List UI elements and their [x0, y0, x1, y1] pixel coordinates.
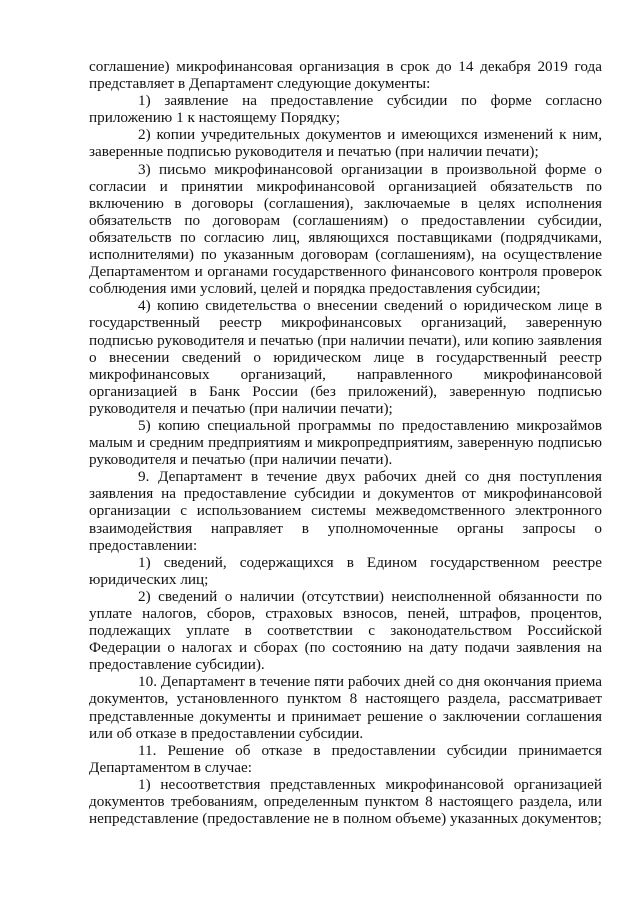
paragraph: 1) несоответствия представленных микрофинансовой организацией документов требованиям, определенным пунктом 8 настоящего раздела, или непредставление (предоставление не в полном объеме) указанных документов;	[89, 775, 602, 828]
paragraph: 2) сведений о наличии (отсутствии) неисполненной обязанности по уплате налогов, сборов, страховых взносов, пеней, штрафов, процентов, подлежащих уплате в соответствии с законодательством Российской Федерации о налогах и сборах (по состоянию на дату подачи заявления на предоставление субсидии).	[89, 587, 602, 674]
paragraph: 1) заявление на предоставление субсидии по форме согласно приложению 1 к настоящему Порядку;	[89, 92, 602, 127]
paragraph: 5) копию специальной программы по предоставлению микрозаймов малым и средним предприятиям и микропредприятиям, заверенную подписью руководителя и печатью (при наличии печати).	[89, 416, 602, 469]
paragraph: 4) копию свидетельства о внесении сведений о юридическом лице в государственный реестр микрофинансовых организаций, заверенную подписью руководителя и печатью (при наличии печати), или копию заявления о внесении сведений о юридическом лице в государственный реестр микрофинансовых организаций, направленного микрофинансовой организацией в Банк России (без приложений), заверенную подписью руководителя и печатью (при наличии печати);	[89, 297, 602, 417]
paragraph: 11. Решение об отказе в предоставлении субсидии принимается Департаментом в случае:	[89, 741, 602, 776]
paragraph: 3) письмо микрофинансовой организации в произвольной форме о согласии и принятии микрофинансовой организацией обязательств по включению в договоры (соглашения), заключаемые в целях исполнения обязательств по договорам (соглашениям) о предоставлении субсидии, обязательств по согласию лиц, являющихся поставщиками (подрядчиками, исполнителями) по указанным договорам (соглашениям), на осуществление Департаментом и органами государственного финансового контроля проверок соблюдения ими условий, целей и порядка предоставления субсидии;	[89, 160, 602, 298]
document-page	[89, 58, 602, 827]
paragraph: 2) копии учредительных документов и имеющихся изменений к ним, заверенные подписью руководителя и печатью (при наличии печати);	[89, 126, 602, 161]
paragraph: 10. Департамент в течение пяти рабочих дней со дня окончания приема документов, установленного пунктом 8 настоящего раздела, рассматривает представленные документы и принимает решение о заключении соглашения или об отказе в предоставлении субсидии.	[89, 673, 602, 742]
paragraph: 1) сведений, содержащихся в Едином государственном реестре юридических лиц;	[89, 553, 602, 588]
paragraph: соглашение) микрофинансовая организация в срок до 14 декабря 2019 года представляет в Департамент следующие документы:	[89, 58, 602, 93]
paragraph: 9. Департамент в течение двух рабочих дней со дня поступления заявления на предоставление субсидии и документов от микрофинансовой организации с использованием системы межведомственного электронного взаимодействия направляет в уполномоченные органы запросы о предоставлении:	[89, 468, 602, 554]
